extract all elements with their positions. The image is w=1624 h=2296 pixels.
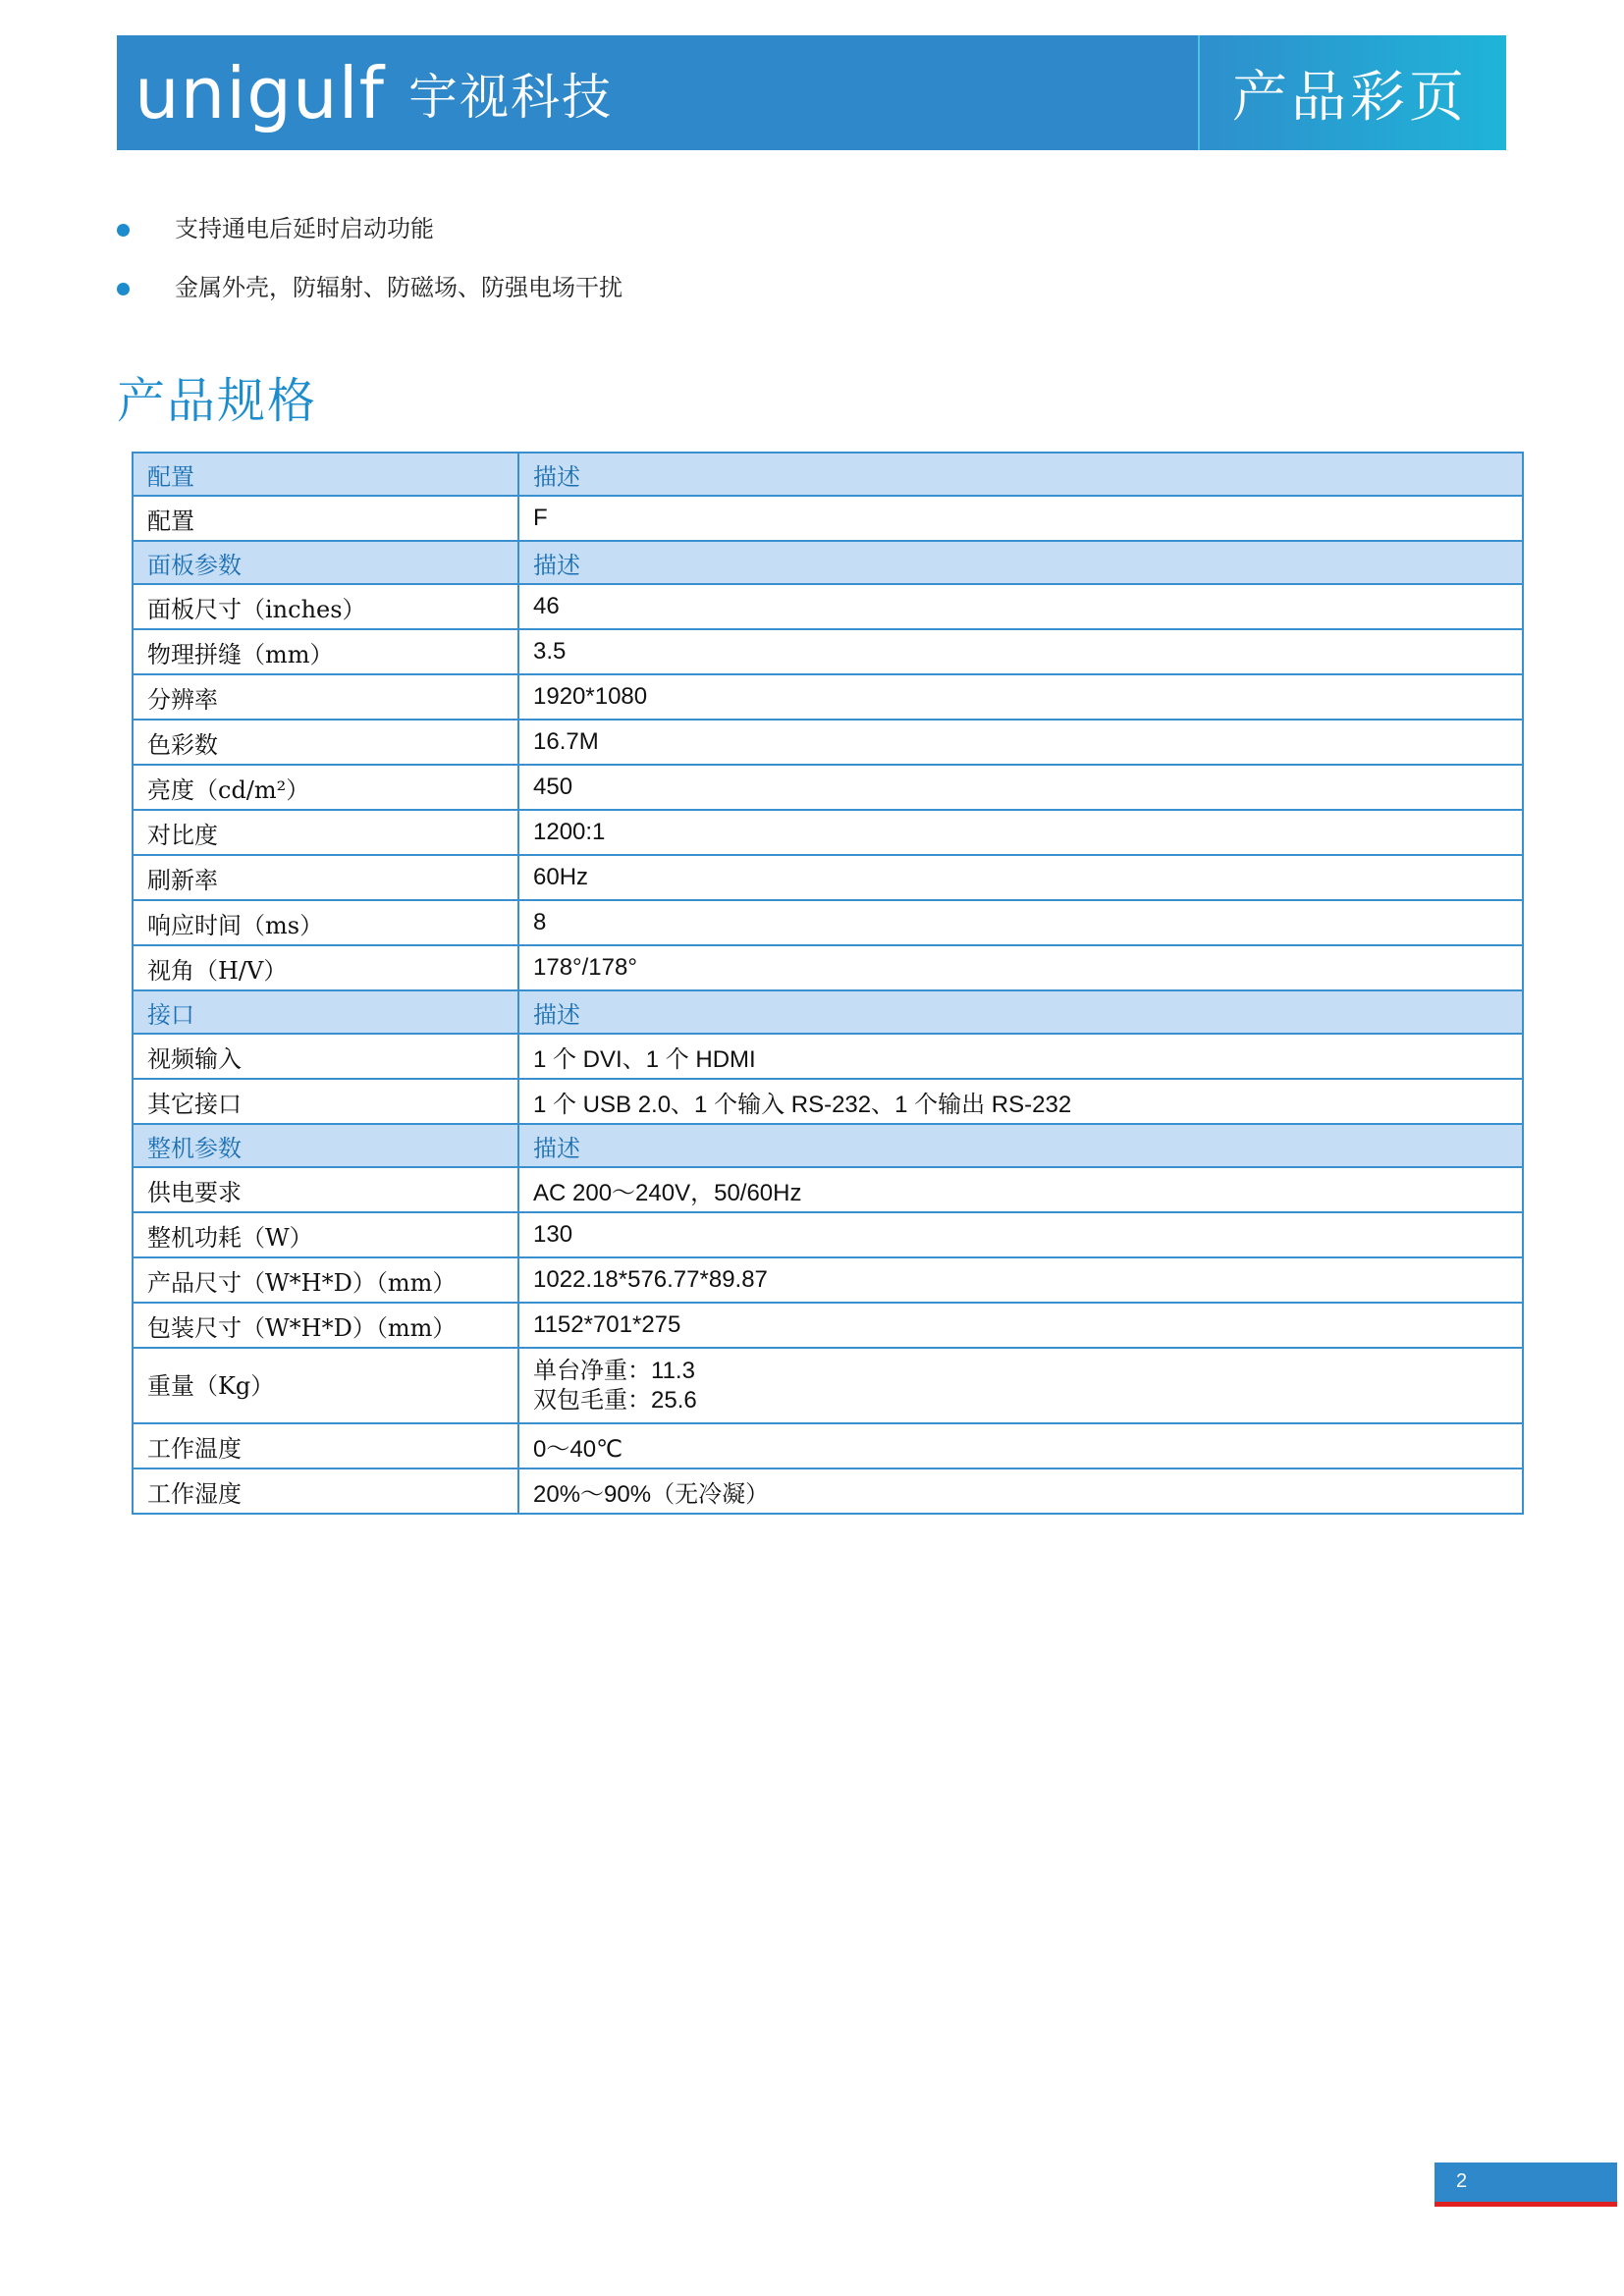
table-row bbox=[133, 765, 1523, 810]
row-label: 物理拼缝（mm） bbox=[133, 629, 518, 674]
table-row bbox=[133, 1468, 1523, 1514]
table-section-header bbox=[133, 990, 1523, 1034]
row-label: 供电要求 bbox=[133, 1167, 518, 1212]
row-label: 其它接口 bbox=[133, 1079, 518, 1124]
feature-text: 支持通电后延时启动功能 bbox=[175, 214, 434, 242]
row-value: 1 个 DVI、1 个 HDMI bbox=[518, 1034, 1523, 1079]
row-value: 8 bbox=[518, 900, 1523, 945]
header-brand-area bbox=[117, 35, 1198, 150]
section-header-label: 整机参数 bbox=[133, 1124, 518, 1167]
row-value: 1200:1 bbox=[518, 810, 1523, 855]
section-title: 产品规格 bbox=[117, 373, 318, 429]
row-label: 视角（H/V） bbox=[133, 945, 518, 990]
row-value: 60Hz bbox=[518, 855, 1523, 900]
table-row bbox=[133, 945, 1523, 990]
row-label: 色彩数 bbox=[133, 720, 518, 765]
row-value: 1920*1080 bbox=[518, 674, 1523, 720]
page-number: 2 bbox=[1456, 2170, 1468, 2192]
row-value: 1152*701*275 bbox=[518, 1303, 1523, 1348]
table-row bbox=[133, 1079, 1523, 1124]
table-section-header bbox=[133, 453, 1523, 496]
section-header-desc: 描述 bbox=[518, 990, 1523, 1034]
table-row bbox=[133, 629, 1523, 674]
row-label: 视频输入 bbox=[133, 1034, 518, 1079]
row-label: 重量（Kg） bbox=[133, 1348, 518, 1423]
net-weight: 单台净重：11.3 bbox=[533, 1357, 695, 1384]
row-value: 16.7M bbox=[518, 720, 1523, 765]
row-label: 面板尺寸（inches） bbox=[133, 584, 518, 629]
row-value: 0～40℃ bbox=[518, 1423, 1523, 1468]
header-banner bbox=[117, 35, 1506, 150]
row-label: 刷新率 bbox=[133, 855, 518, 900]
row-value: 20%～90%（无冷凝） bbox=[518, 1468, 1523, 1514]
row-value: 1 个 USB 2.0、1 个输入 RS-232、1 个输出 RS-232 bbox=[518, 1079, 1523, 1124]
section-header-label: 配置 bbox=[133, 453, 518, 496]
row-label: 工作湿度 bbox=[133, 1468, 518, 1514]
row-value: 178°/178° bbox=[518, 945, 1523, 990]
row-value bbox=[518, 1348, 1523, 1423]
section-header-desc: 描述 bbox=[518, 1124, 1523, 1167]
brand-name-cn: 宇视科技 bbox=[407, 68, 613, 126]
feature-text: 金属外壳，防辐射、防磁场、防强电场干扰 bbox=[175, 273, 623, 301]
row-label: 整机功耗（W） bbox=[133, 1212, 518, 1257]
section-header-label: 面板参数 bbox=[133, 541, 518, 584]
row-label: 亮度（cd/m²） bbox=[133, 765, 518, 810]
table-row bbox=[133, 900, 1523, 945]
table-row bbox=[133, 1348, 1523, 1423]
row-label: 响应时间（ms） bbox=[133, 900, 518, 945]
table-row bbox=[133, 720, 1523, 765]
table-section-header bbox=[133, 541, 1523, 584]
row-label: 工作温度 bbox=[133, 1423, 518, 1468]
doc-type-label: 产品彩页 bbox=[1232, 65, 1468, 130]
feature-item bbox=[117, 255, 623, 314]
row-label: 配置 bbox=[133, 496, 518, 541]
row-value: F bbox=[518, 496, 1523, 541]
feature-list bbox=[117, 196, 623, 314]
table-row bbox=[133, 496, 1523, 541]
row-label: 对比度 bbox=[133, 810, 518, 855]
table-row bbox=[133, 674, 1523, 720]
brand-logo: unigulf bbox=[135, 51, 385, 134]
row-label: 产品尺寸（W*H*D）（mm） bbox=[133, 1257, 518, 1303]
row-value: 1022.18*576.77*89.87 bbox=[518, 1257, 1523, 1303]
table-row bbox=[133, 855, 1523, 900]
table-row bbox=[133, 1257, 1523, 1303]
row-label: 分辨率 bbox=[133, 674, 518, 720]
header-doc-type-area bbox=[1198, 35, 1506, 150]
section-header-desc: 描述 bbox=[518, 541, 1523, 584]
table-row bbox=[133, 1212, 1523, 1257]
table-row bbox=[133, 810, 1523, 855]
row-value: AC 200～240V，50/60Hz bbox=[518, 1167, 1523, 1212]
feature-item bbox=[117, 196, 623, 255]
table-section-header bbox=[133, 1124, 1523, 1167]
section-header-label: 接口 bbox=[133, 990, 518, 1034]
row-value: 450 bbox=[518, 765, 1523, 810]
table-row bbox=[133, 1303, 1523, 1348]
spec-table bbox=[132, 452, 1524, 1515]
row-value: 46 bbox=[518, 584, 1523, 629]
table-row bbox=[133, 584, 1523, 629]
row-value: 3.5 bbox=[518, 629, 1523, 674]
row-value: 130 bbox=[518, 1212, 1523, 1257]
bullet-icon bbox=[117, 224, 130, 237]
section-header-desc: 描述 bbox=[518, 453, 1523, 496]
table-row bbox=[133, 1423, 1523, 1468]
gross-weight: 双包毛重：25.6 bbox=[533, 1386, 697, 1414]
row-label: 包装尺寸（W*H*D）（mm） bbox=[133, 1303, 518, 1348]
table-row bbox=[133, 1034, 1523, 1079]
table-row bbox=[133, 1167, 1523, 1212]
page-number-box bbox=[1435, 2163, 1617, 2207]
bullet-icon bbox=[117, 283, 130, 295]
